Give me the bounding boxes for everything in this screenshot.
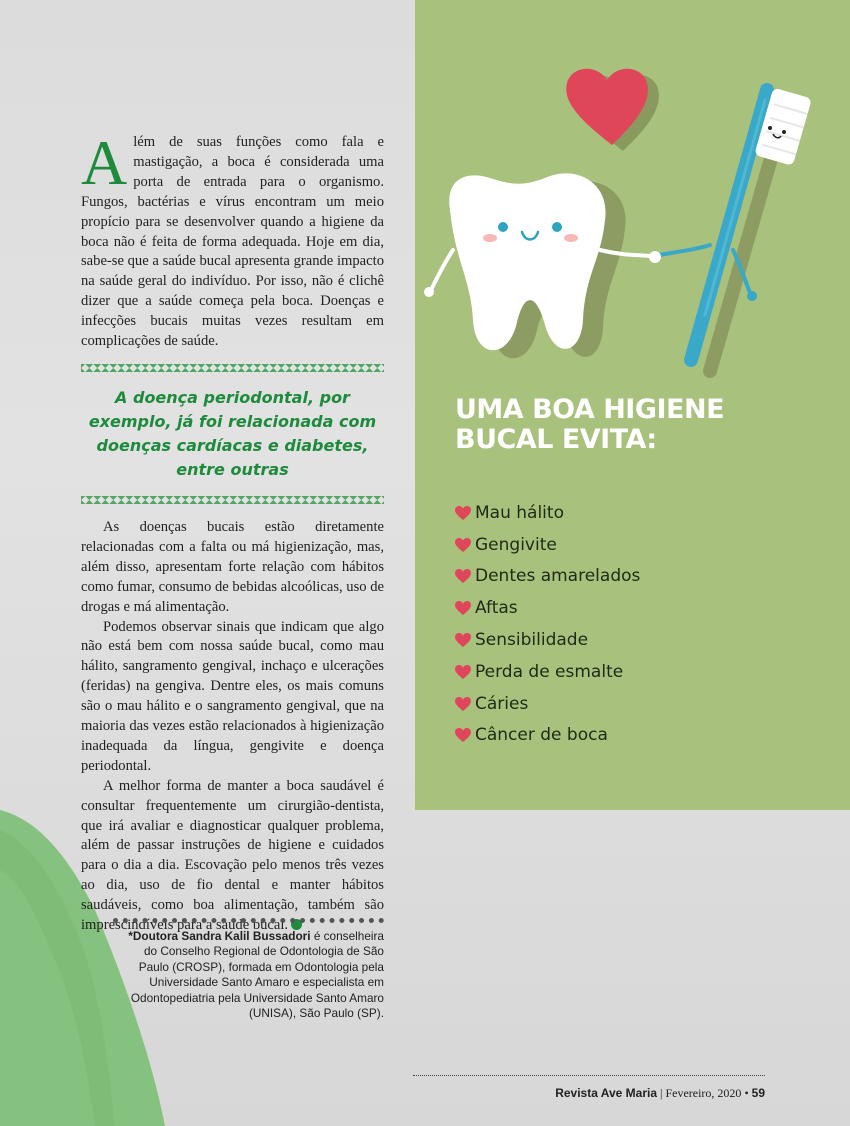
heart-icon bbox=[455, 665, 471, 679]
heart-icon bbox=[566, 69, 659, 151]
list-item bbox=[455, 688, 640, 720]
paragraph bbox=[81, 777, 384, 936]
avoid-list bbox=[455, 497, 640, 751]
list-item-label: Câncer de boca bbox=[475, 725, 608, 746]
heart-icon bbox=[455, 601, 471, 615]
heart-icon bbox=[455, 728, 471, 742]
list-item-label: Mau hálito bbox=[475, 502, 564, 523]
dropcap: A bbox=[81, 127, 128, 198]
list-item bbox=[455, 720, 640, 752]
footer-rule bbox=[413, 1075, 765, 1076]
list-item bbox=[455, 656, 640, 688]
list-item bbox=[455, 592, 640, 624]
page-footer bbox=[555, 1086, 765, 1101]
list-item bbox=[455, 529, 640, 561]
magazine-name: Revista Ave Maria bbox=[555, 1086, 658, 1100]
list-item-label: Gengivite bbox=[475, 534, 557, 555]
footer-bullet: • bbox=[744, 1086, 749, 1100]
paragraph-text: A melhor forma de manter a boca saudável é consultar frequentemente um cirurgião-dentista, que irá avaliar e diagnosticar qualquer problema, além de passar instruções de higiene e cuidados para o dia a dia. Escovação pelo menos três vezes ao dia, uso de fio dental e manter hábitos saudáveis, como boa alimentação, também são imprescindíveis para a saúde bucal. bbox=[81, 777, 384, 934]
author-note bbox=[113, 918, 384, 1021]
heart-icon bbox=[455, 538, 471, 552]
list-item-label: Sensibilidade bbox=[475, 630, 589, 651]
heart-icon bbox=[455, 633, 471, 647]
heart-icon bbox=[455, 569, 471, 583]
author-bio: é conselheira do Conselho Regional de Odontologia de São Paulo (CROSP), formada em Odontologia pela Universidade Santo Amaro e especialista em Odontopediatria pela Universidade Santo Amaro (UNISA), São Paulo (SP). bbox=[130, 929, 384, 1021]
paragraph: Podemos observar sinais que indicam que algo não está bem com nossa saúde bucal, como mau hálito, sangramento gengival, inchaço e ulcerações (feridas) na gengiva. Dentre eles, os mais comuns são o mau hálito e o sangramento gengival, que na maioria das vezes estão relacionados à higienização inadequada da língua, gengivite e doença periodontal. bbox=[81, 618, 384, 774]
heart-icon bbox=[455, 506, 471, 520]
paragraph-text: lém de suas funções como fala e mastigação, a boca é considerada uma porta de entrada para o organismo. Fungos, bactérias e vírus encontram um meio propício para se desenvolver quando a higiene da boca não é feita de forma adequada. Hoje em dia, sabe-se que a saúde bucal apresenta grande impacto na saúde geral do indivíduo. Por isso, não é clichê dizer que a saúde começa pela boca. Doenças e infecções bucais muitas vezes resultam em complicações de saúde. bbox=[81, 134, 384, 350]
author-name: *Doutora Sandra Kalil Bussadori bbox=[128, 929, 311, 943]
paragraph bbox=[81, 127, 384, 352]
footer-separator: | bbox=[660, 1086, 663, 1100]
issue-date: Fevereiro, 2020 bbox=[665, 1086, 742, 1100]
list-item-label: Dentes amarelados bbox=[475, 566, 641, 587]
list-item bbox=[455, 624, 640, 656]
list-item-label: Perda de esmalte bbox=[475, 661, 624, 682]
panel-title: UMA BOA HIGIENE BUCAL EVITA: bbox=[455, 394, 725, 455]
tooth-toothbrush-illustration bbox=[415, 60, 815, 380]
paragraph: As doenças bucais estão diretamente relacionadas com a falta ou má higienização, mas, além disso, apresentam forte relação com hábitos como fumar, consumo de bebidas alcoólicas, uso de drogas e má alimentação. bbox=[81, 518, 384, 615]
heart-icon bbox=[455, 697, 471, 711]
list-item-label: Cáries bbox=[475, 693, 529, 714]
page-number: 59 bbox=[751, 1086, 765, 1100]
list-item bbox=[455, 497, 640, 529]
article-body bbox=[81, 127, 384, 936]
divider-bottom bbox=[81, 496, 384, 504]
divider-top bbox=[81, 364, 384, 372]
pull-quote: A doença periodontal, por exemplo, já foi relacionada com doenças cardíacas e diabetes, entre outras bbox=[88, 387, 377, 479]
list-item-label: Aftas bbox=[475, 598, 518, 619]
list-item bbox=[455, 561, 640, 593]
